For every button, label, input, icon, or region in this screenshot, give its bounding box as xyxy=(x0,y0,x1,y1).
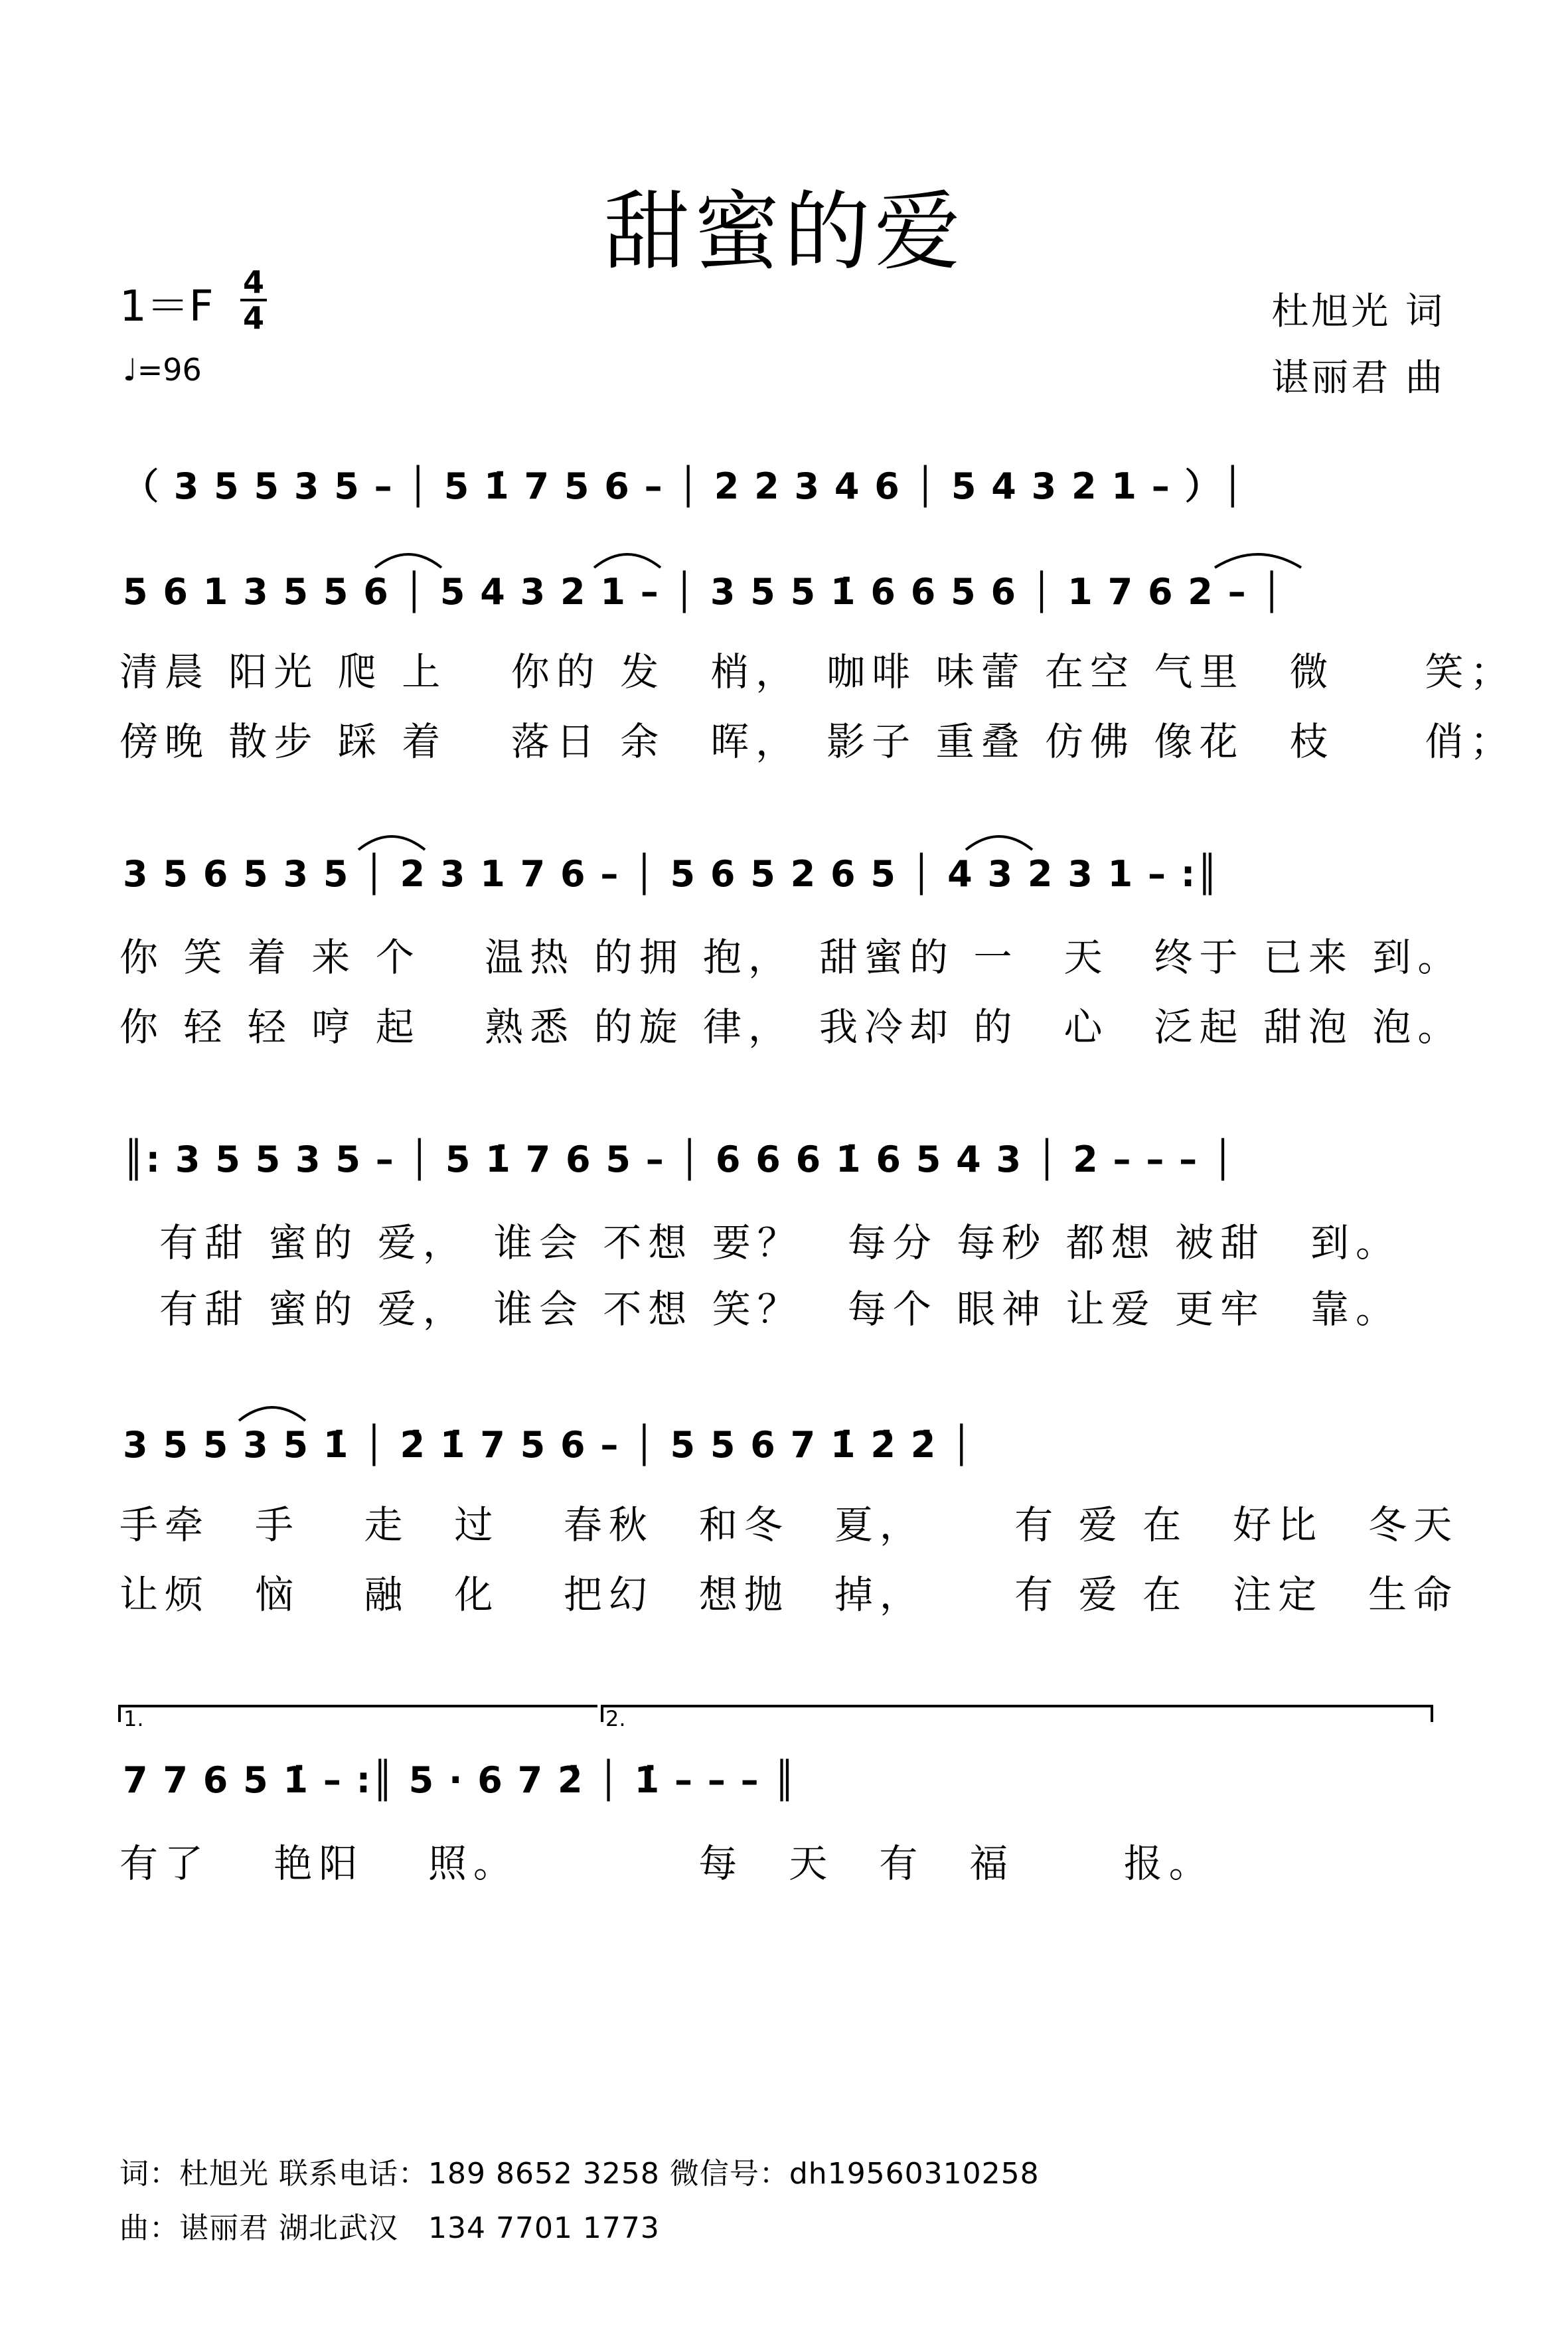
volta-2-label: 2. xyxy=(605,1706,626,1731)
lyricist-credit: 杜旭光 词 xyxy=(1271,290,1445,333)
notation-line-1: （ 3 5 5 3 5 – │ 5 1̇ 7 5 6 – │ 2 2 3 4 6 │ 5 4 3 2 1 – ）│ xyxy=(123,465,1245,507)
lyric-line-2-verse-1: 清晨 阳光 爬 上 你的 发 梢， 咖啡 味蕾 在空 气里 微 笑； xyxy=(119,649,1516,694)
lyric-line-4-verse-1: 有甜 蜜的 爱， 谁会 不想 要？ 每分 每秒 都想 被甜 到。 xyxy=(159,1220,1401,1265)
lyric-line-6: 有了 艳阳 照。 每 天 有 福 报。 xyxy=(119,1841,1214,1886)
notation-line-4: ║: 3 5 5 3 5 – │ 5 1̇ 7 6 5 – │ 6 6 6 1̇ 6 5 4 3 │ 2 – – – │ xyxy=(123,1138,1235,1180)
notation-line-5: 3 5 5 3 5 1̇ │ 2̇ 1̇ 7 5 6 – │ 5 5 6 7 1̇ 2̇ 2̇ │ xyxy=(123,1424,974,1466)
time-bottom: 4 xyxy=(242,300,264,336)
volta-1-label: 1. xyxy=(123,1706,144,1731)
notation-line-6: 7 7 6 5 1̇ – :║ 5 · 6 7 2̇ │ 1̇ – – – ║ xyxy=(123,1759,797,1801)
slur-line3-2 xyxy=(966,836,1032,850)
slur-line2-2 xyxy=(594,554,661,568)
footer-composer-contact: 曲：谌丽君 湖北武汉 134 7701 1773 xyxy=(119,2211,660,2245)
composer-credit: 谌丽君 曲 xyxy=(1271,356,1445,400)
footer-lyricist-contact: 词：杜旭光 联系电话：189 8652 3258 微信号：dh19560310258 xyxy=(119,2157,1040,2191)
slur-line5-1 xyxy=(239,1407,305,1421)
notation-line-3: 3 5 6 5 3 5 │ 2 3 1 7 6 – │ 5 6 5 2 6 5 │ 4 3 2 3 1 – :║ xyxy=(123,853,1219,895)
slur-line3-1 xyxy=(358,836,425,850)
lyric-line-3-verse-1: 你 笑 着 来 个 温热 的拥 抱， 甜蜜的 一 天 终于 已来 到。 xyxy=(119,935,1463,980)
slur-line2-3 xyxy=(1215,554,1301,568)
lyric-line-5-verse-1: 手牵 手 走 过 春秋 和冬 夏， 有 爱 在 好比 冬天 xyxy=(119,1502,1459,1547)
slur-line2-1 xyxy=(375,554,441,568)
time-top: 4 xyxy=(242,264,264,300)
lyric-line-3-verse-2: 你 轻 轻 哼 起 熟悉 的旋 律， 我冷却 的 心 泛起 甜泡 泡。 xyxy=(119,1004,1463,1050)
lyric-line-4-verse-2: 有甜 蜜的 爱， 谁会 不想 笑？ 每个 眼神 让爱 更牢 靠。 xyxy=(159,1287,1401,1332)
lyric-line-2-verse-2: 傍晚 散步 踩 着 落日 余 晖， 影子 重叠 仿佛 像花 枝 俏； xyxy=(119,719,1516,764)
tempo-marking: ♩=96 xyxy=(123,352,202,388)
notation-line-2: 5 6 1 3 5 5 6 │ 5 4 3 2 1 – │ 3 5 5 1̇ 6 6 5 6 │ 1 7 6 2 – │ xyxy=(123,571,1284,613)
lyric-line-5-verse-2: 让烦 恼 融 化 把幻 想抛 掉， 有 爱 在 注定 生命 xyxy=(119,1572,1459,1617)
page-title: 甜蜜的爱 xyxy=(603,181,965,282)
key-signature: 1＝F xyxy=(119,282,214,331)
